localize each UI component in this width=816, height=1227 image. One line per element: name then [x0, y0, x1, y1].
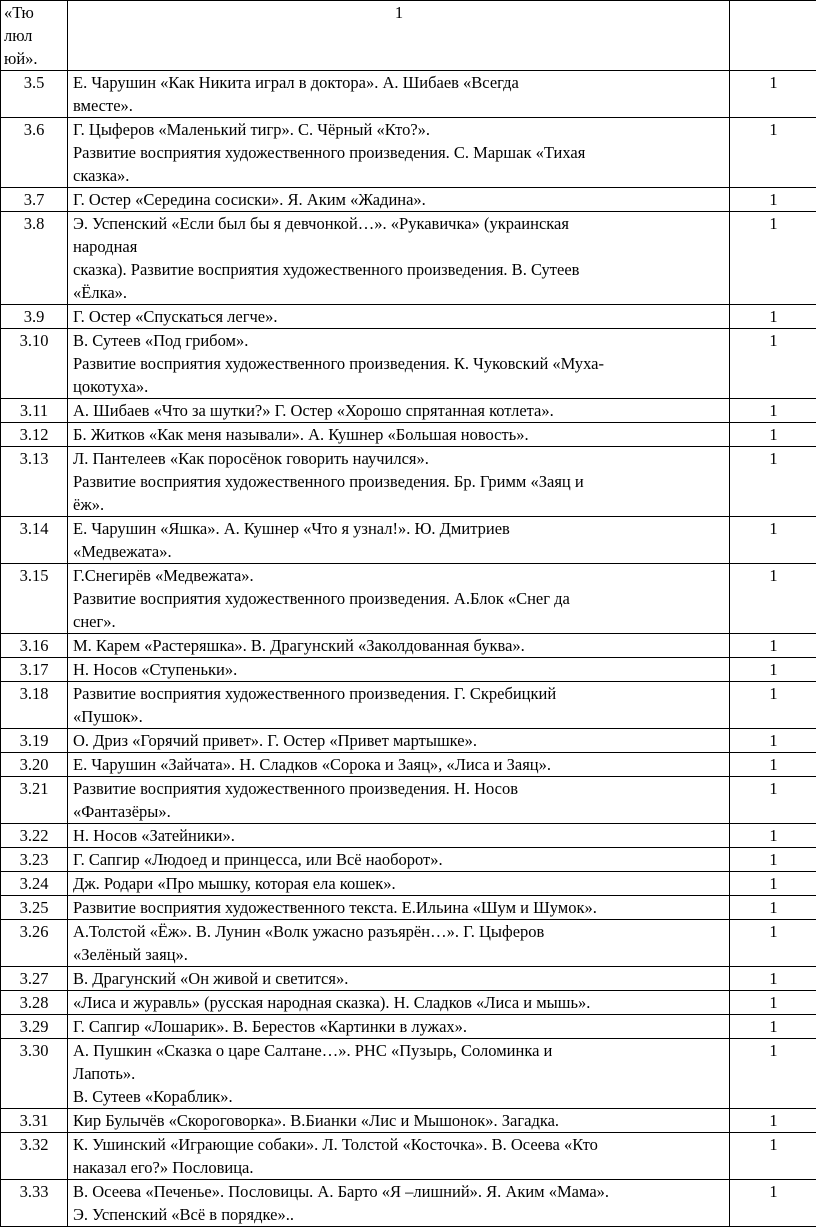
table-row	[1, 634, 816, 658]
lesson-title-line: Г. Цыферов «Маленький тигр». С. Чёрный «Кто?».	[73, 118, 725, 141]
hours-cell: 1	[730, 777, 816, 824]
hours-cell: 1	[730, 423, 816, 447]
table-row	[1, 920, 816, 967]
lesson-title-line: Развитие восприятия художественного произведения. С. Маршак «Тихая	[73, 141, 725, 164]
hours-cell: 1	[730, 729, 816, 753]
lesson-number-cell: 3.25	[1, 896, 68, 920]
lesson-title-cell	[68, 1039, 730, 1109]
table-row	[1, 71, 816, 118]
lesson-title-line: Развитие восприятия художественного произведения. Н. Носов	[73, 777, 725, 800]
lesson-title-line: В. Сутеев «Кораблик».	[73, 1085, 725, 1108]
hours-cell: 1	[730, 634, 816, 658]
lesson-number-line: «Тю	[4, 1, 65, 24]
lesson-title-line: Э. Успенский «Всё в порядке»..	[73, 1203, 725, 1226]
lesson-title-line: наказал его?» Пословица.	[73, 1156, 725, 1179]
table-row	[1, 658, 816, 682]
lesson-number-cell: 3.29	[1, 1015, 68, 1039]
lesson-number-cell: 3.5	[1, 71, 68, 118]
lesson-number-cell: 3.7	[1, 188, 68, 212]
lesson-number-cell	[1, 1, 68, 71]
lesson-title-cell	[68, 71, 730, 118]
hours-cell: 1	[730, 658, 816, 682]
lesson-title-cell	[68, 1015, 730, 1039]
table-row	[1, 848, 816, 872]
lesson-number-cell: 3.33	[1, 1180, 68, 1227]
table-row	[1, 118, 816, 188]
lesson-title-line: Е. Чарушин «Зайчата». Н. Сладков «Сорока и Заяц», «Лиса и Заяц».	[73, 753, 725, 776]
lesson-title-cell	[68, 634, 730, 658]
lesson-title-cell	[68, 1133, 730, 1180]
lesson-title-line: К. Ушинский «Играющие собаки». Л. Толстой «Косточка». В. Осеева «Кто	[73, 1133, 725, 1156]
table-row	[1, 305, 816, 329]
lesson-title-line: цокотуха».	[73, 375, 725, 398]
lesson-number-cell: 3.16	[1, 634, 68, 658]
table-row	[1, 1180, 816, 1227]
hours-cell: 1	[730, 1180, 816, 1227]
lesson-number-cell: 3.15	[1, 564, 68, 634]
hours-cell: 1	[730, 399, 816, 423]
lesson-title-cell	[68, 329, 730, 399]
lesson-title-line: Б. Житков «Как меня называли». А. Кушнер «Большая новость».	[73, 423, 725, 446]
lesson-number-cell: 3.19	[1, 729, 68, 753]
lesson-title-cell	[68, 188, 730, 212]
lesson-title-line: Л. Пантелеев «Как поросёнок говорить научился».	[73, 447, 725, 470]
lesson-number-cell: 3.31	[1, 1109, 68, 1133]
table-row	[1, 1, 816, 71]
lesson-number-cell: 3.11	[1, 399, 68, 423]
lesson-number-cell: 3.23	[1, 848, 68, 872]
hours-cell: 1	[730, 1109, 816, 1133]
lesson-title-cell	[68, 991, 730, 1015]
lesson-title-line: Э. Успенский «Если был бы я девчонкой…». «Рукавичка» (украинская	[73, 212, 725, 235]
hours-cell: 1	[730, 824, 816, 848]
table-row	[1, 329, 816, 399]
table-row	[1, 777, 816, 824]
lesson-title-line: Г.Снегирёв «Медвежата».	[73, 564, 725, 587]
hours-cell: 1	[730, 753, 816, 777]
hours-cell: 1	[730, 447, 816, 517]
hours-cell: 1	[730, 848, 816, 872]
table-row	[1, 188, 816, 212]
table-row	[1, 517, 816, 564]
hours-cell: 1	[730, 920, 816, 967]
lesson-title-line: «Зелёный заяц».	[73, 943, 725, 966]
lesson-number-cell: 3.10	[1, 329, 68, 399]
hours-cell: 1	[730, 872, 816, 896]
hours-cell: 1	[730, 71, 816, 118]
hours-cell: 1	[730, 329, 816, 399]
lesson-number-cell: 3.18	[1, 682, 68, 729]
lesson-title-cell	[68, 753, 730, 777]
lesson-title-line: снег».	[73, 610, 725, 633]
lesson-title-line: Г. Остер «Середина сосиски». Я. Аким «Жадина».	[73, 188, 725, 211]
lesson-title-line: Развитие восприятия художественного произведения. К. Чуковский «Муха-	[73, 352, 725, 375]
table-row	[1, 564, 816, 634]
lesson-title-line: В. Драгунский «Он живой и светится».	[73, 967, 725, 990]
lesson-title-cell	[68, 447, 730, 517]
hours-cell	[730, 1, 816, 71]
lesson-number-cell: 3.22	[1, 824, 68, 848]
lesson-title-cell	[68, 1109, 730, 1133]
table-row	[1, 1109, 816, 1133]
lesson-title-line: Г. Остер «Спускаться легче».	[73, 305, 725, 328]
table-row	[1, 967, 816, 991]
lesson-plan-body	[1, 1, 816, 1227]
table-row	[1, 872, 816, 896]
table-row	[1, 824, 816, 848]
lesson-title-cell	[68, 118, 730, 188]
hours-cell: 1	[730, 212, 816, 305]
lesson-title-line: «Фантазёры».	[73, 800, 725, 823]
lesson-title-line: вместе».	[73, 94, 725, 117]
lesson-title-line: А.Толстой «Ёж». В. Лунин «Волк ужасно разъярён…». Г. Цыферов	[73, 920, 725, 943]
lesson-number-cell: 3.30	[1, 1039, 68, 1109]
hours-cell: 1	[730, 682, 816, 729]
lesson-number-line: люл	[4, 24, 65, 47]
lesson-title-line: В. Осеева «Печенье». Пословицы. А. Барто «Я –лишний». Я. Аким «Мама».	[73, 1180, 725, 1203]
lesson-title-cell	[68, 1180, 730, 1227]
table-row	[1, 753, 816, 777]
lesson-title-line: Развитие восприятия художественного произведения. Г. Скребицкий	[73, 682, 725, 705]
lesson-title-cell	[68, 517, 730, 564]
lesson-number-cell: 3.17	[1, 658, 68, 682]
lesson-title-line: «Лиса и журавль» (русская народная сказка). Н. Сладков «Лиса и мышь».	[73, 991, 725, 1014]
lesson-title-line: «Ёлка».	[73, 281, 725, 304]
table-row	[1, 447, 816, 517]
table-row	[1, 729, 816, 753]
hours-cell: 1	[730, 991, 816, 1015]
lesson-title-cell	[68, 305, 730, 329]
hours-cell: 1	[730, 1133, 816, 1180]
lesson-title-cell	[68, 967, 730, 991]
table-row	[1, 1133, 816, 1180]
hours-cell: 1	[730, 118, 816, 188]
lesson-title-cell	[68, 682, 730, 729]
lesson-title-line: Г. Сапгир «Людоед и принцесса, или Всё наоборот».	[73, 848, 725, 871]
lesson-title-cell	[68, 729, 730, 753]
lesson-title-cell	[68, 658, 730, 682]
lesson-number-cell: 3.21	[1, 777, 68, 824]
lesson-title-line: Лапоть».	[73, 1062, 725, 1085]
hours-cell: 1	[730, 188, 816, 212]
table-row	[1, 1015, 816, 1039]
lesson-title-cell	[68, 872, 730, 896]
lesson-title-line: М. Карем «Растеряшка». В. Драгунский «Заколдованная буква».	[73, 634, 725, 657]
lesson-title-cell: 1	[68, 1, 730, 71]
hours-cell: 1	[730, 1039, 816, 1109]
hours-cell: 1	[730, 967, 816, 991]
lesson-number-cell: 3.32	[1, 1133, 68, 1180]
lesson-title-line: сказка».	[73, 164, 725, 187]
lesson-number-cell: 3.6	[1, 118, 68, 188]
lesson-title-cell	[68, 564, 730, 634]
lesson-title-line: народная	[73, 235, 725, 258]
lesson-number-cell: 3.12	[1, 423, 68, 447]
table-row	[1, 399, 816, 423]
lesson-title-line: сказка). Развитие восприятия художественного произведения. В. Сутеев	[73, 258, 725, 281]
lesson-title-line: Кир Булычёв «Скороговорка». В.Бианки «Лис и Мышонок». Загадка.	[73, 1109, 725, 1132]
lesson-title-line: О. Дриз «Горячий привет». Г. Остер «Привет мартышке».	[73, 729, 725, 752]
table-row	[1, 1039, 816, 1109]
lesson-title-line: Е. Чарушин «Яшка». А. Кушнер «Что я узнал!». Ю. Дмитриев	[73, 517, 725, 540]
lesson-number-cell: 3.13	[1, 447, 68, 517]
hours-cell: 1	[730, 305, 816, 329]
lesson-title-cell	[68, 212, 730, 305]
lesson-title-cell	[68, 920, 730, 967]
table-row	[1, 423, 816, 447]
hours-cell: 1	[730, 517, 816, 564]
lesson-title-line: Н. Носов «Ступеньки».	[73, 658, 725, 681]
lesson-title-cell	[68, 896, 730, 920]
lesson-title-line: «Пушок».	[73, 705, 725, 728]
hours-cell: 1	[730, 564, 816, 634]
lesson-number-cell: 3.8	[1, 212, 68, 305]
lesson-title-line: Г. Сапгир «Лошарик». В. Берестов «Картинки в лужах».	[73, 1015, 725, 1038]
lesson-number-cell: 3.27	[1, 967, 68, 991]
lesson-title-line: Е. Чарушин «Как Никита играл в доктора». А. Шибаев «Всегда	[73, 71, 725, 94]
lesson-title-line: Развитие восприятия художественного произведения. А.Блок «Снег да	[73, 587, 725, 610]
lesson-title-line: ёж».	[73, 493, 725, 516]
lesson-number-cell: 3.14	[1, 517, 68, 564]
lesson-number-cell: 3.28	[1, 991, 68, 1015]
table-row	[1, 212, 816, 305]
lesson-number-cell: 3.26	[1, 920, 68, 967]
lesson-number-cell: 3.9	[1, 305, 68, 329]
lesson-number-cell: 3.20	[1, 753, 68, 777]
table-row	[1, 682, 816, 729]
lesson-title-line: А. Пушкин «Сказка о царе Салтане…». РНС «Пузырь, Соломинка и	[73, 1039, 725, 1062]
lesson-title-line: «Медвежата».	[73, 540, 725, 563]
table-row	[1, 896, 816, 920]
lesson-number-cell: 3.24	[1, 872, 68, 896]
table-row	[1, 991, 816, 1015]
lesson-title-line: Н. Носов «Затейники».	[73, 824, 725, 847]
lesson-number-line: юй».	[4, 47, 65, 70]
lesson-title-cell	[68, 777, 730, 824]
hours-cell: 1	[730, 896, 816, 920]
lesson-title-line: Дж. Родари «Про мышку, которая ела кошек».	[73, 872, 725, 895]
hours-cell: 1	[730, 1015, 816, 1039]
lesson-title-cell	[68, 423, 730, 447]
lesson-title-line: А. Шибаев «Что за шутки?» Г. Остер «Хорошо спрятанная котлета».	[73, 399, 725, 422]
lesson-title-cell	[68, 399, 730, 423]
lesson-title-cell	[68, 824, 730, 848]
lesson-title-line: Развитие восприятия художественного произведения. Бр. Гримм «Заяц и	[73, 470, 725, 493]
lesson-title-line: Развитие восприятия художественного текста. Е.Ильина «Шум и Шумок».	[73, 896, 725, 919]
lesson-title-line: В. Сутеев «Под грибом».	[73, 329, 725, 352]
lesson-title-cell	[68, 848, 730, 872]
